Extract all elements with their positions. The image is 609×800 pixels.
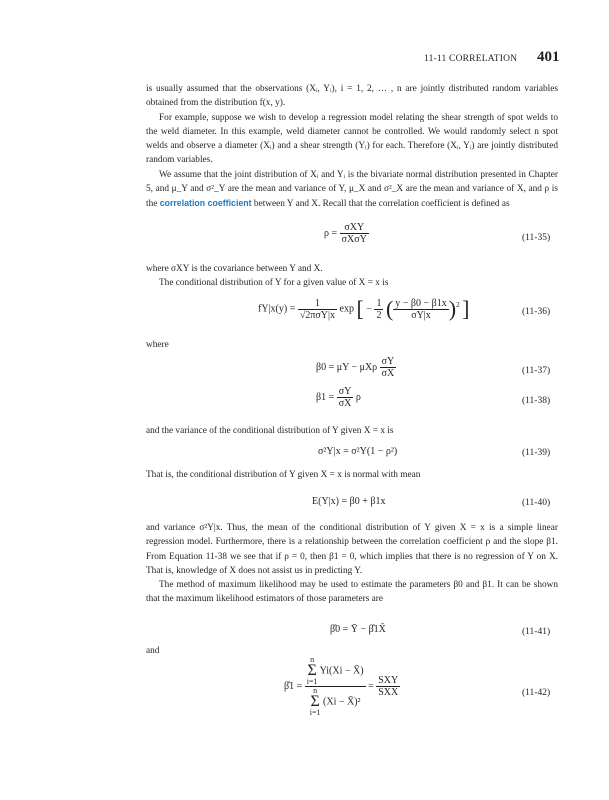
eq37-lhs: β0 = μY − μXρ [316, 361, 378, 373]
eq38-denominator: σX [338, 398, 352, 409]
eq37-numerator: σY [381, 356, 395, 367]
eq42-numerator [305, 656, 366, 687]
eq36-inner-den: σY|x [411, 309, 431, 321]
bracket-close: ] [462, 296, 470, 321]
paragraph-2: For example, suppose we wish to develop a regression model relating the shear strength of spot welds to the weld diameter. In this example, weld diameter cannot be controlled. We would randomly select n spot welds and observe a diameter (Xᵢ) and a shear strength (Yᵢ) for each. Therefore (Xᵢ, Yᵢ) are jointly distributed random variables. [146, 112, 558, 166]
equation-11-38 [316, 386, 361, 409]
eq42-lhs: β̂1 = [284, 680, 303, 692]
and-label: and [146, 646, 160, 656]
where-label: where [146, 340, 169, 350]
conditional-sentence: The conditional distribution of Y for a given value of X = x is [159, 278, 389, 289]
eq36-coef-num: 1 [298, 298, 337, 310]
eq-number-11-41: (11-41) [522, 627, 551, 637]
equation-11-41: β̂0 = Ȳ − β̂1X̄ [330, 624, 386, 635]
bracket-open: [ [356, 296, 364, 321]
discussion-text [146, 521, 558, 607]
eq38-fraction [337, 386, 354, 409]
eq35-fraction [340, 222, 369, 245]
eq42-num-sum-top: n [310, 655, 315, 664]
eq37-denominator: σX [381, 368, 395, 379]
eq-number-11-36: (11-36) [522, 307, 551, 317]
eq36-half-den: 2 [376, 309, 382, 321]
eq35-denominator: σXσY [341, 234, 367, 245]
eq35-lhs: ρ = [324, 227, 338, 239]
eq42-ratio [376, 675, 400, 698]
variance-paragraph: and variance σ²Y|x. Thus, the mean of the conditional distribution of Y given X = x is a simple linear regression model. Furthermore, there is a relationship between the correlation coefficient ρ and the slope β1. From Equation 11-38 we see that if ρ = 0, then β1 = 0, which implies that there is no regression of Y on X. That is, knowledge of X does not assist us in predicting Y. [146, 523, 558, 576]
eq42-sxx: SXX [378, 687, 399, 698]
eq35-numerator: σXY [340, 222, 369, 234]
eq36-coefficient [298, 298, 337, 321]
paren-close: ) [448, 296, 457, 321]
paragraph-3 [146, 168, 558, 212]
equation-11-39: σ²Y|x = σ²Y(1 − ρ²) [318, 446, 398, 457]
variance-intro-text [146, 424, 558, 438]
eq38-numerator: σY [338, 386, 352, 397]
normal-sentence: That is, the conditional distribution of Y given X = x is normal with mean [146, 470, 421, 480]
paragraph-1: is usually assumed that the observations (Xᵢ, Yᵢ), i = 1, 2, … , n are jointly distributed random variables obtained from the distribution f(x, y). [146, 84, 558, 109]
eq-number-11-42: (11-42) [522, 688, 551, 698]
text-after-35 [146, 262, 558, 291]
intro-text [146, 82, 558, 212]
equation-11-36 [258, 296, 469, 322]
paren-open: ( [385, 296, 394, 321]
eq36-inner [393, 298, 448, 321]
eq42-denominator [305, 687, 366, 717]
page-number: 401 [537, 49, 560, 65]
covariance-sentence: where σXY is the covariance between Y and X. [146, 264, 323, 274]
summation-icon: n Σ i=1 [306, 655, 318, 686]
eq38-lhs: β1 = [316, 391, 335, 403]
eq-number-11-38: (11-38) [522, 396, 551, 406]
eq42-sxy: SXY [378, 675, 399, 686]
eq38-rho: ρ [355, 391, 361, 403]
eq-number-11-35: (11-35) [522, 233, 551, 243]
eq36-exp: exp [339, 303, 354, 315]
normal-text [146, 468, 558, 482]
eq36-minus: − [366, 303, 372, 315]
eq42-den-sum-top: n [313, 686, 318, 695]
eq42-den-sum-bottom: i=1 [309, 708, 321, 717]
eq42-equals: = [368, 680, 374, 692]
summation-icon: n Σ i=1 [309, 686, 321, 717]
equation-11-35 [324, 222, 369, 245]
eq-number-11-40: (11-40) [522, 498, 551, 508]
eq36-inner-num: y − β0 − β1x [395, 297, 447, 309]
paragraph-3-end: between Y and X. Recall that the correlation coefficient is defined as [251, 199, 510, 210]
eq42-den-term: (Xi − X̄)² [323, 696, 361, 708]
eq-number-11-39: (11-39) [522, 448, 551, 458]
eq42-num-sum-bottom: i=1 [306, 677, 318, 686]
eq36-half-num: 1 [376, 297, 382, 309]
section-title: 11-11 CORRELATION [424, 54, 518, 64]
eq37-fraction [380, 356, 397, 379]
eq42-main-fraction [305, 656, 366, 717]
eq42-num-term: Yi(Xi − X̄) [319, 665, 364, 677]
equation-11-37 [316, 356, 396, 379]
eq-number-11-37: (11-37) [522, 366, 551, 376]
variance-intro: and the variance of the conditional distribution of Y given X = x is [146, 426, 394, 436]
eq36-coef-den: √2πσY|x [299, 309, 336, 321]
eq36-half [374, 298, 383, 321]
equation-11-42 [284, 656, 400, 717]
equation-11-40: E(Y|x) = β0 + β1x [312, 496, 386, 507]
key-term-correlation-coefficient: correlation coefficient [159, 198, 252, 209]
eq36-lhs: fY|x(y) = [258, 303, 296, 315]
paragraph-3-start: We assume that the joint distribution of Xᵢ and Yᵢ is the bivariate normal distribution presented in Chapter 5, and μ_Y and σ²_Y are the mean and variance of Y, μ_X and σ²_X are the mean and variance of X, and ρ is the [146, 169, 558, 210]
mle-paragraph: The method of maximum likelihood may be used to estimate the parameters β0 and β1. It can be shown that the maximum likelihood estimators of those parameters are [146, 580, 558, 605]
where-text [146, 338, 558, 352]
eq36-square: 2 [456, 300, 460, 309]
